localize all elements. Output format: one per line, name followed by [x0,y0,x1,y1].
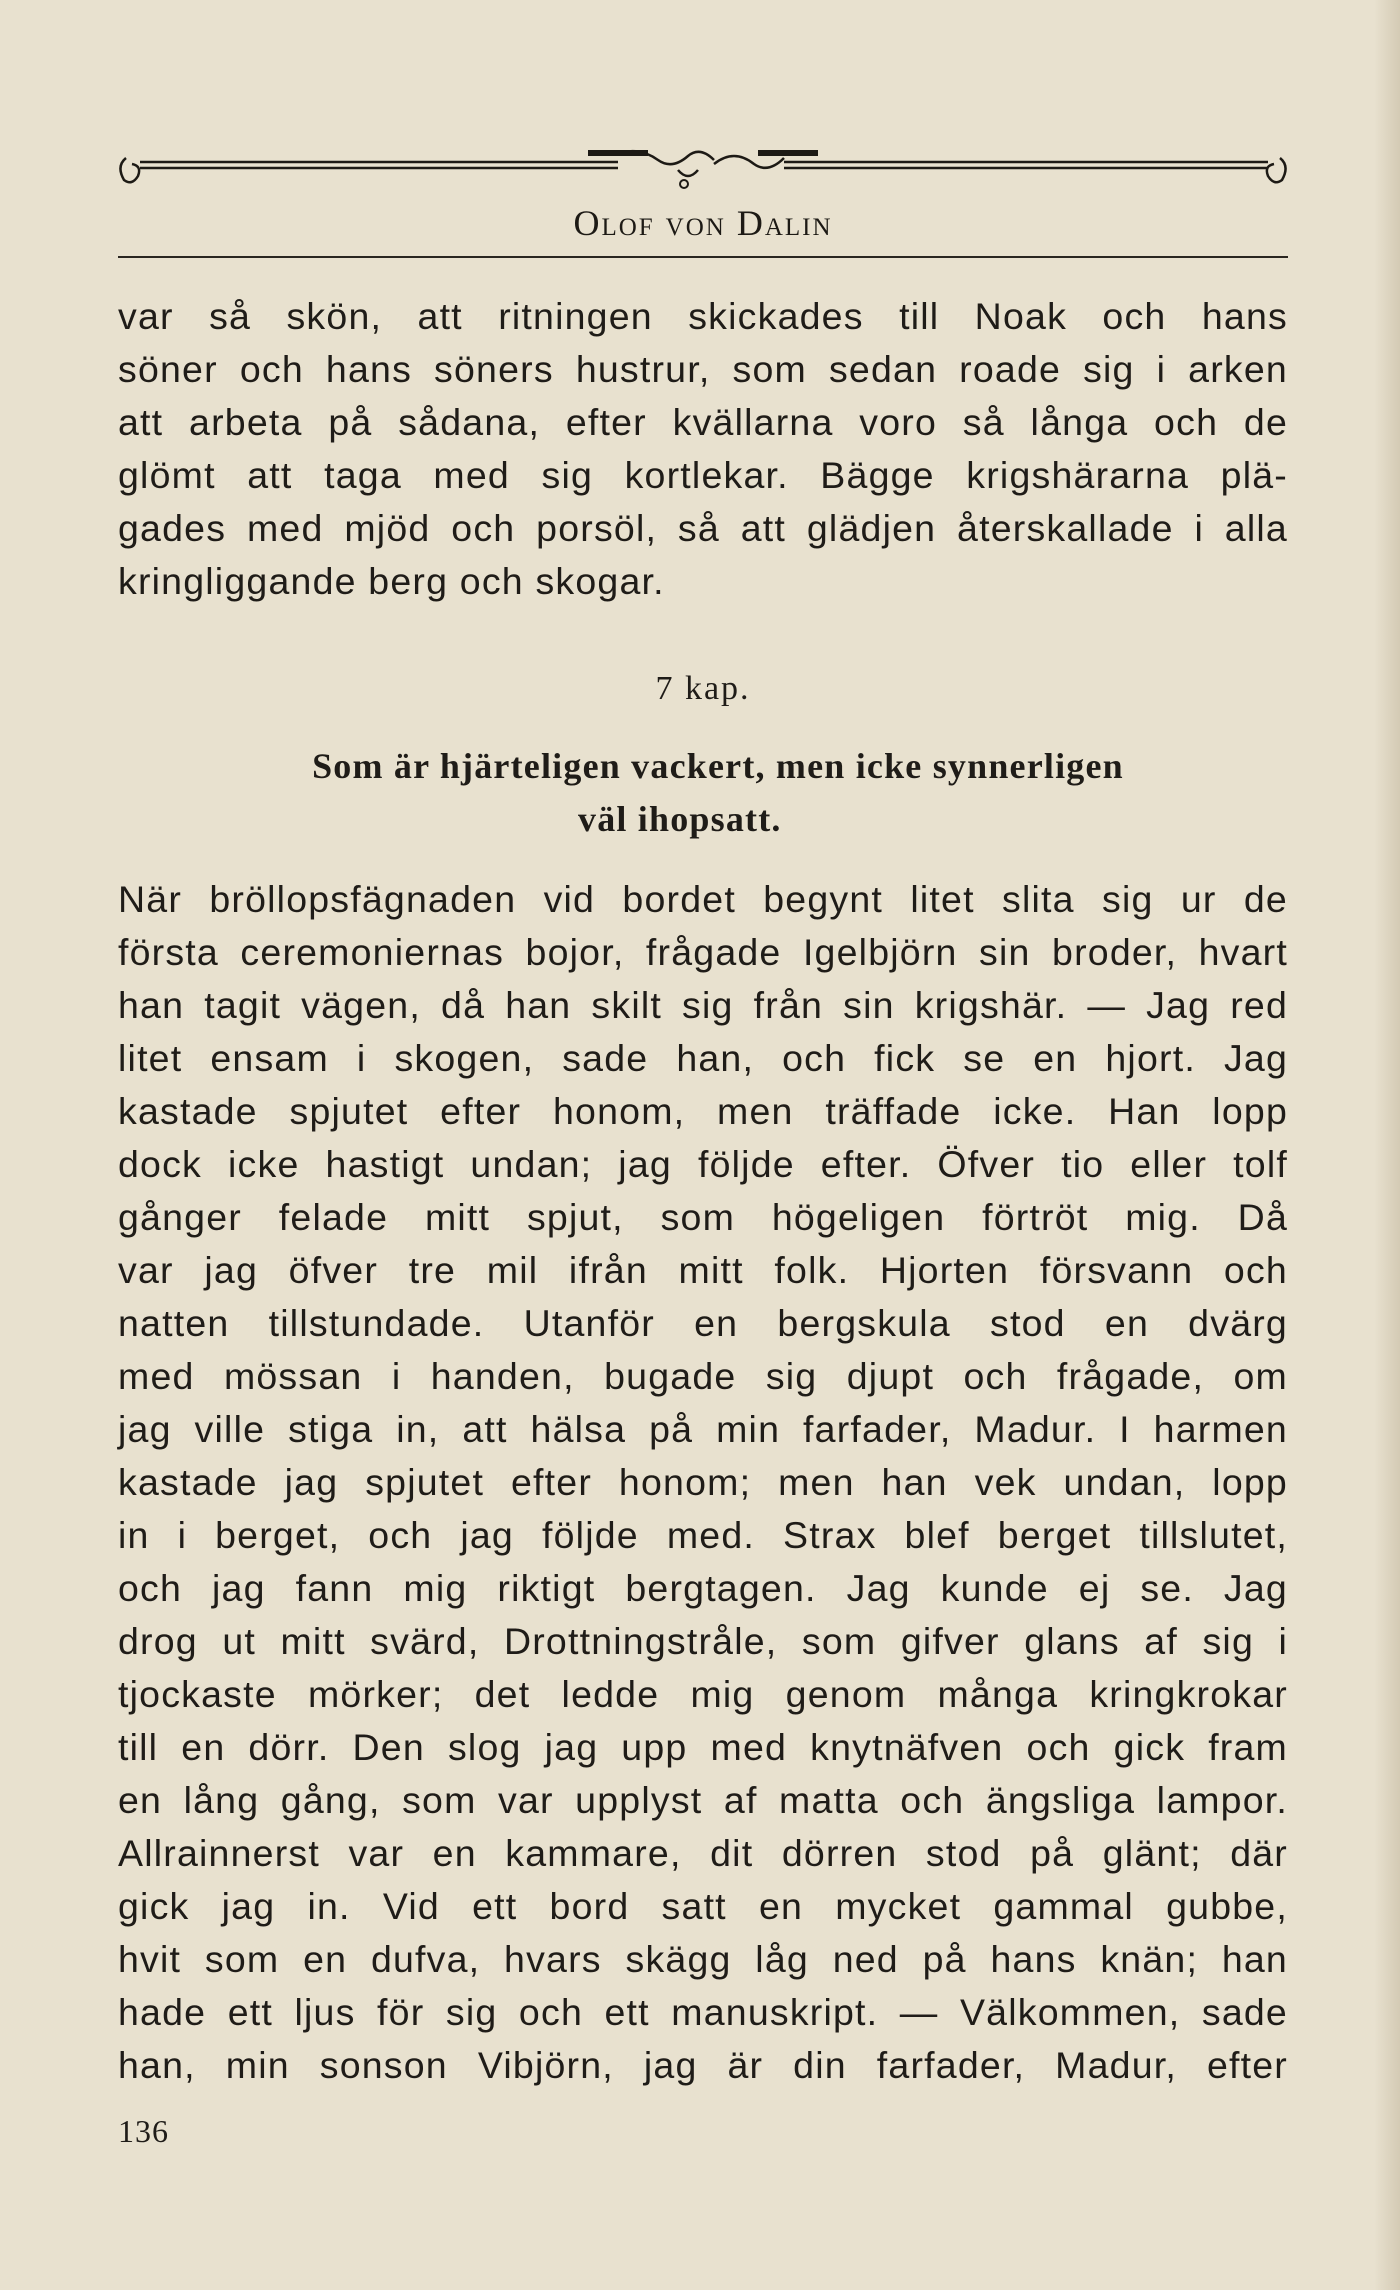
paragraph-2 [118,873,1288,2092]
text-line: hvit som en dufva, hvars skägg låg ned på hans knän; han [118,1938,1288,1980]
text-line: första ceremoniernas bojor, frågade Igelbjörn sin broder, hvart [118,931,1288,973]
text-line: glömt att taga med sig kortlekar. Bägge krigshärarna plä- [118,454,1288,496]
text-line: med mössan i handen, bugade sig djupt och frågade, om [118,1355,1288,1397]
text-line: litet ensam i skogen, sade han, och fick se en hjort. Jag [118,1037,1288,1079]
text-line: var så skön, att ritningen skickades till Noak och hans [118,295,1288,337]
text-line: jag ville stiga in, att hälsa på min farfader, Madur. I harmen [118,1408,1288,1450]
text-line: gick jag in. Vid ett bord satt en mycket gammal gubbe, [118,1885,1288,1927]
text-line: och jag fann mig riktigt bergtagen. Jag kunde ej se. Jag [118,1567,1288,1609]
text-line: till en dörr. Den slog jag upp med knytnäfven och gick fram [118,1726,1288,1768]
text-line: tjockaste mörker; det ledde mig genom många kringkrokar [118,1673,1288,1715]
text-line: in i berget, och jag följde med. Strax blef berget tillslutet, [118,1514,1288,1556]
header-rule [118,256,1288,258]
text-line: söner och hans söners hustrur, som sedan roade sig i arken [118,348,1288,390]
text-line: gånger felade mitt spjut, som högeligen förtröt mig. Då [118,1196,1288,1238]
text-line: kastade spjutet efter honom, men träffade icke. Han lopp [118,1090,1288,1132]
text-line: gades med mjöd och porsöl, så att glädjen återskallade i alla [118,507,1288,549]
chapter-title-line-2: väl ihopsatt. [578,799,782,839]
chapter-title-line-1: Som är hjärteligen vackert, men icke synnerligen [312,746,1124,786]
text-line: dock icke hastigt undan; jag följde efter. Öfver tio eller tolf [118,1143,1288,1185]
paragraph-1 [118,290,1288,608]
text-line: kringliggande berg och skogar. [118,560,665,602]
text-line: hade ett ljus för sig och ett manuskript. — Välkommen, sade [118,1991,1288,2033]
header-ornament [118,140,1288,200]
page-edge-shadow [1374,0,1400,2290]
text-line: natten tillstundade. Utanför en bergskula stod en dvärg [118,1302,1288,1344]
text-line: Allrainnerst var en kammare, dit dörren stod på glänt; där [118,1832,1288,1874]
text-line: var jag öfver tre mil ifrån mitt folk. Hjorten försvann och [118,1249,1288,1291]
text-line: När bröllopsfägnaden vid bordet begynt litet slita sig ur de [118,878,1288,920]
page-number: 136 [118,2113,169,2149]
text-line: drog ut mitt svärd, Drottningstråle, som gifver glans af sig i [118,1620,1288,1662]
chapter-number: 7 kap. [655,670,751,707]
page-header [118,140,1288,260]
running-head: Olof von Dalin [573,203,833,243]
text-line: han, min sonson Vibjörn, jag är din farfader, Madur, efter [118,2044,1288,2086]
text-line: han tagit vägen, då han skilt sig från sin krigshär. — Jag red [118,984,1288,1026]
text-line: en lång gång, som var upplyst af matta och ängsliga lampor. [118,1779,1288,1821]
text-line: att arbeta på sådana, efter kvällarna voro så långa och de [118,401,1288,443]
text-line: kastade jag spjutet efter honom; men han vek undan, lopp [118,1461,1288,1503]
chapter-title [118,740,1288,846]
